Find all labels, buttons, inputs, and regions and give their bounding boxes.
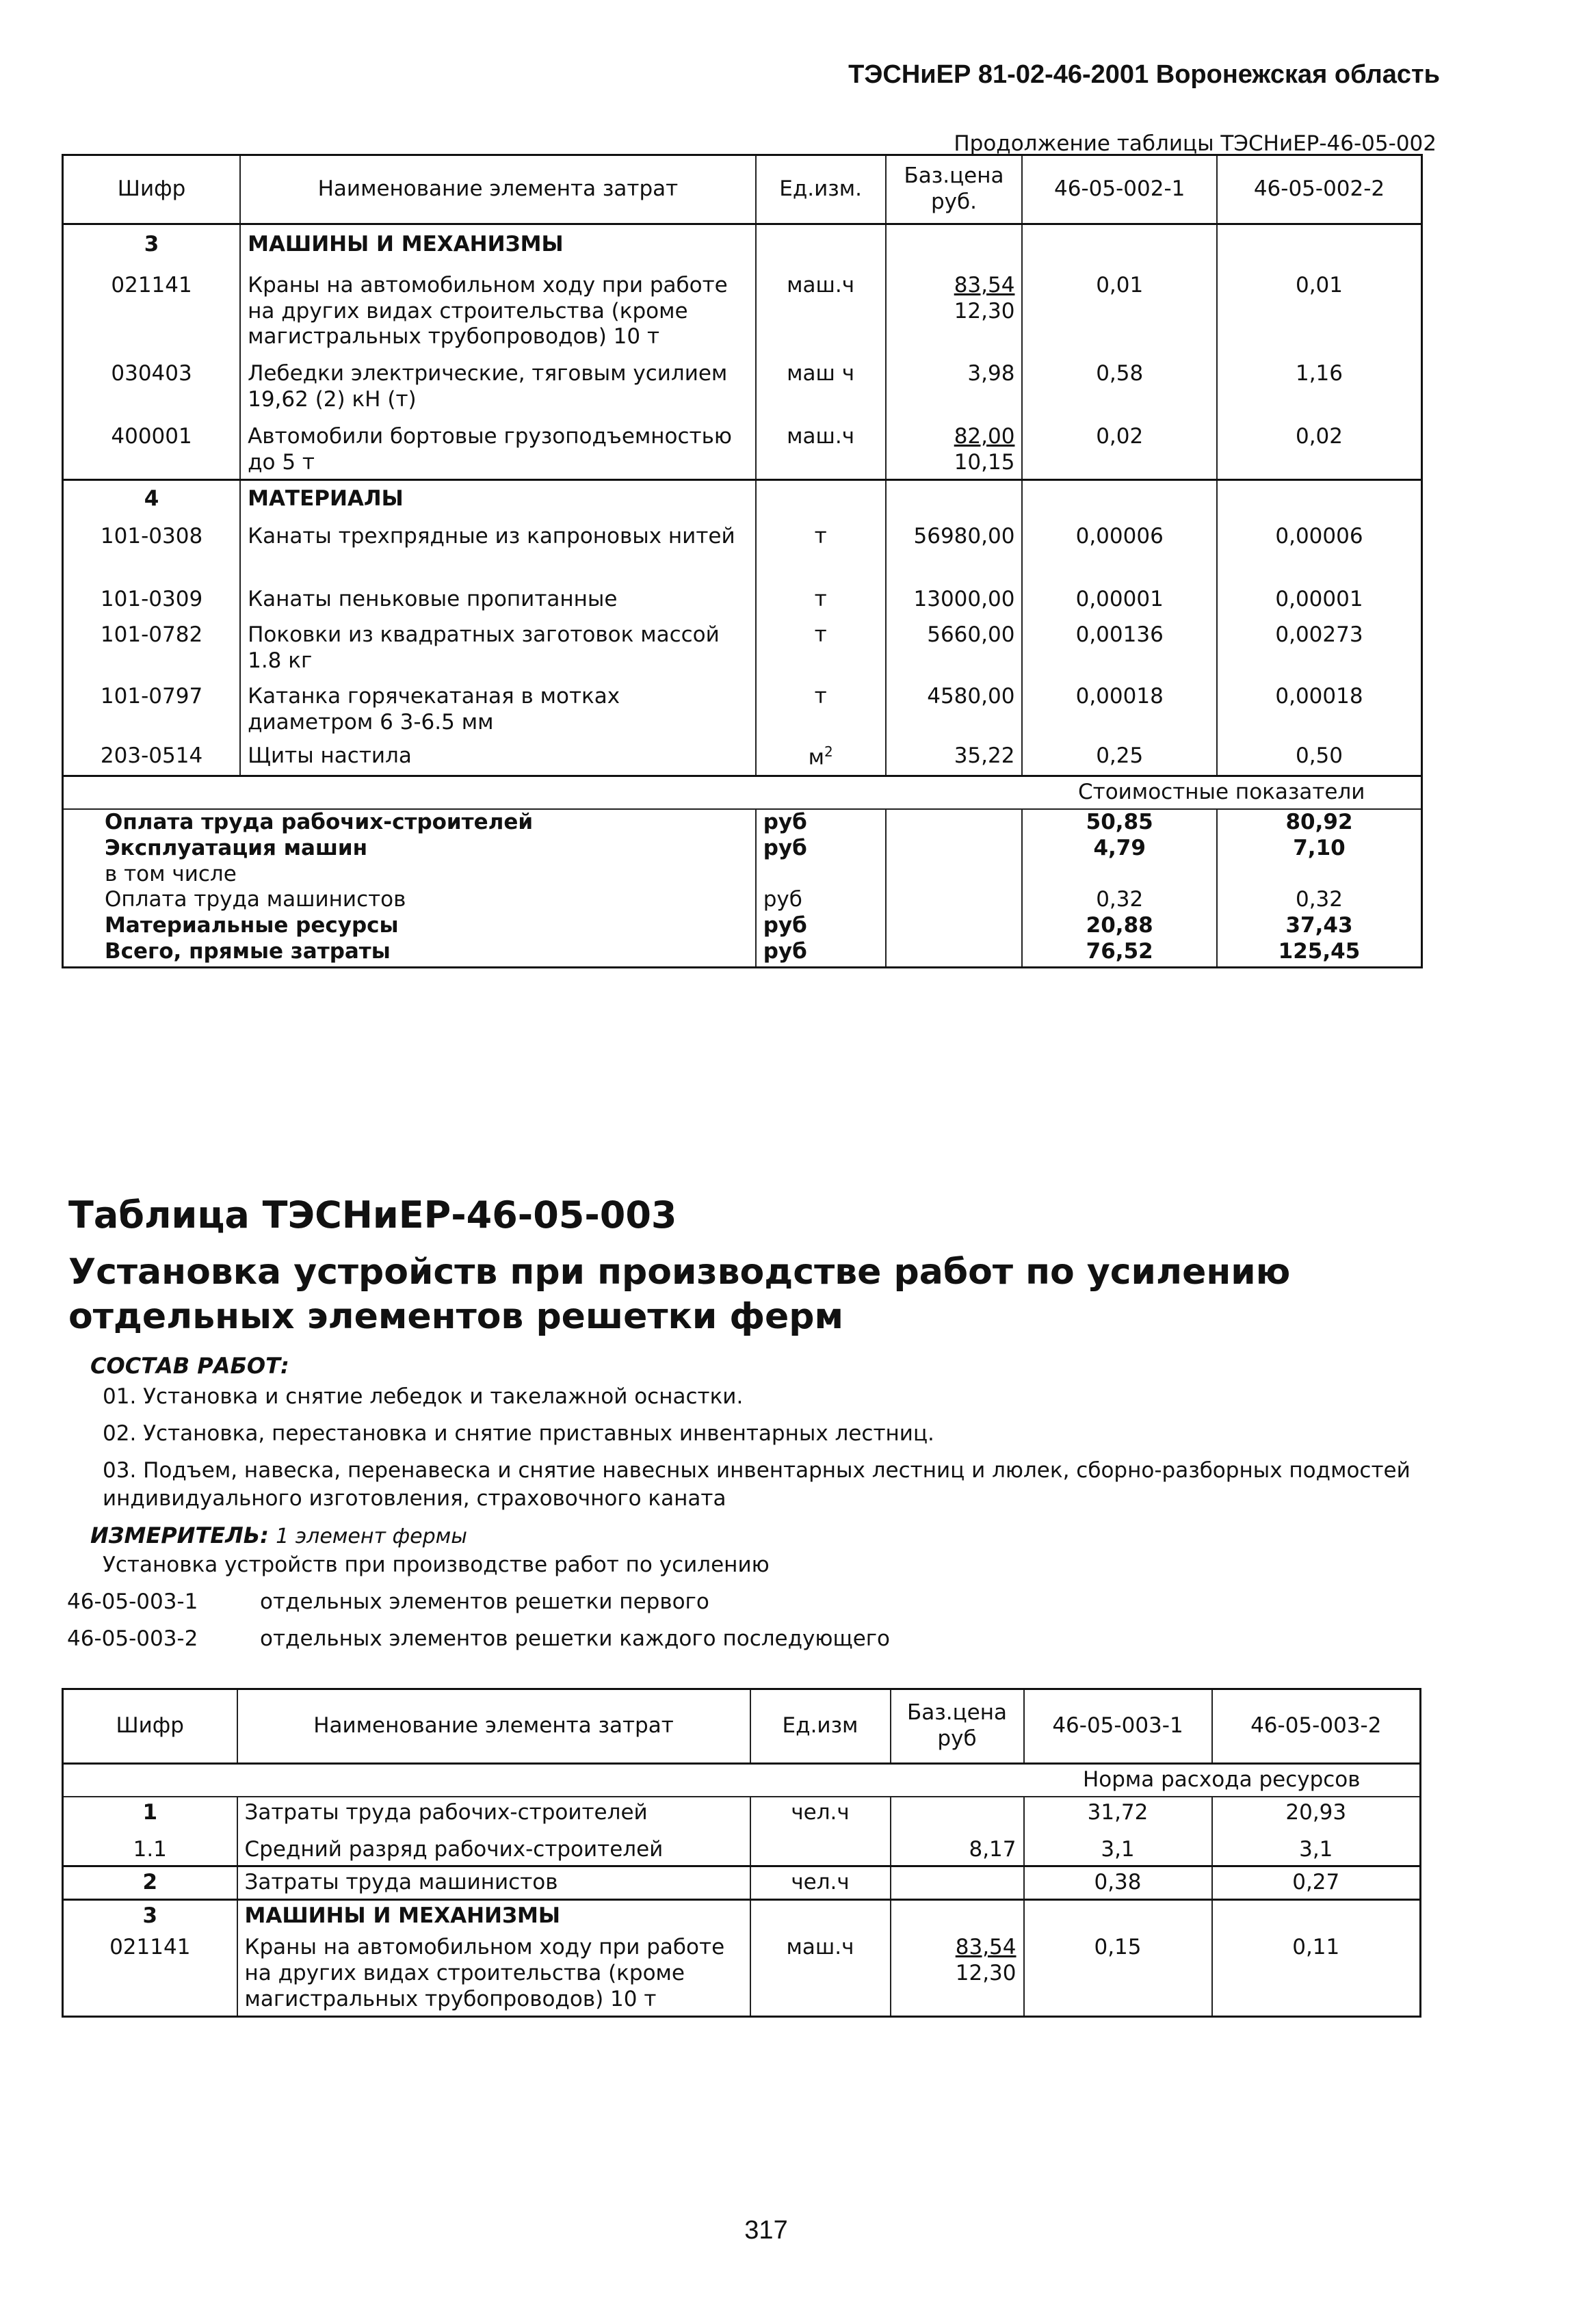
table-row xyxy=(63,514,1422,584)
item-code: 46-05-003-1 xyxy=(67,1589,198,1614)
table-row xyxy=(63,353,1422,416)
measure-line xyxy=(90,1522,467,1548)
row-unit: маш ч xyxy=(756,353,886,416)
row-code: 101-0309 xyxy=(100,587,203,612)
measure-value: 1 элемент фермы xyxy=(276,1524,467,1548)
cost-value-1: 50,85 xyxy=(1022,809,1217,836)
row-name: Поковки из квадратных заготовок массой 1.8 кг xyxy=(240,616,756,677)
section-row-machines xyxy=(63,224,1422,261)
row-price xyxy=(886,261,1023,353)
section-row-machines xyxy=(63,1900,1421,1932)
price-secondary: 12,30 xyxy=(955,1960,1017,1985)
work-composition-label: СОСТАВ РАБОТ: xyxy=(90,1353,289,1379)
cost-value-2: 80,92 xyxy=(1217,809,1422,836)
row-code: 101-0308 xyxy=(100,524,203,549)
row-norm-1: 0,01 xyxy=(1022,261,1217,353)
row-code: 030403 xyxy=(111,361,192,386)
row-unit: т xyxy=(756,616,886,677)
row-unit: маш.ч xyxy=(756,416,886,479)
cost-value-1: 76,52 xyxy=(1022,939,1217,967)
row-norm-1: 0,38 xyxy=(1024,1866,1212,1900)
price-primary: 82,00 xyxy=(954,423,1015,449)
col-header-unit: Ед.изм xyxy=(750,1689,891,1764)
row-unit: т xyxy=(756,514,886,584)
row-unit xyxy=(750,1829,891,1866)
row-name: Средний разряд рабочих-строителей xyxy=(237,1829,750,1866)
cost-row xyxy=(63,939,1422,967)
work-item: 02. Установка, перестановка и снятие приставных инвентарных лестниц. xyxy=(103,1421,934,1446)
cost-header: Стоимостные показатели xyxy=(1022,776,1421,809)
norm-header-row xyxy=(63,1764,1421,1797)
section-title: МАШИНЫ И МЕХАНИЗМЫ xyxy=(237,1900,750,1932)
row-code: 2 xyxy=(63,1866,237,1900)
cost-unit: руб xyxy=(756,887,886,913)
section-title: МАТЕРИАЛЫ xyxy=(240,479,756,514)
cost-value-2: 0,32 xyxy=(1217,887,1422,913)
row-norm-2: 0,00001 xyxy=(1217,584,1422,616)
col-header-norm-1: 46-05-002-1 xyxy=(1022,155,1217,224)
row-unit: чел.ч xyxy=(750,1797,891,1829)
col-header-price: Баз.цена руб xyxy=(891,1689,1024,1764)
row-name: Канаты трехпрядные из капроновых нитей xyxy=(240,514,756,584)
table-row xyxy=(63,677,1422,739)
norm-header: Норма расхода ресурсов xyxy=(1024,1764,1421,1797)
row-norm-1: 0,00136 xyxy=(1022,616,1217,677)
row-code: 1 xyxy=(142,1799,158,1825)
col-header-norm-1: 46-05-003-1 xyxy=(1024,1689,1212,1764)
row-name: Краны на автомобильном ходу при работе на других видах строительства (кроме магистральных трубопроводов) 10 т xyxy=(240,261,756,353)
col-header-code: Шифр xyxy=(63,155,241,224)
col-header-name: Наименование элемента затрат xyxy=(237,1689,750,1764)
section-number: 3 xyxy=(144,232,159,256)
row-code: 021141 xyxy=(111,272,192,298)
row-price: 35,22 xyxy=(886,738,1023,776)
installation-intro: Установка устройств при производстве работ по усилению xyxy=(103,1553,770,1577)
cost-row xyxy=(63,836,1422,862)
row-norm-2: 0,11 xyxy=(1212,1932,1421,2016)
unit-superscript: 2 xyxy=(824,743,833,761)
table-row xyxy=(63,1829,1421,1866)
row-norm-2: 20,93 xyxy=(1212,1797,1421,1829)
measure-label: ИЗМЕРИТЕЛЬ: xyxy=(90,1522,269,1548)
item-description: отдельных элементов решетки каждого последующего xyxy=(260,1626,891,1651)
row-price xyxy=(891,1932,1024,2016)
row-unit: маш.ч xyxy=(750,1932,891,2016)
row-norm-1: 0,00018 xyxy=(1022,677,1217,739)
table-row xyxy=(63,738,1422,776)
row-price: 8,17 xyxy=(891,1829,1024,1866)
row-norm-1: 0,25 xyxy=(1022,738,1217,776)
col-header-code: Шифр xyxy=(63,1689,237,1764)
row-price: 13000,00 xyxy=(886,584,1023,616)
resource-table-46-05-003 xyxy=(62,1688,1421,2018)
row-norm-1: 0,58 xyxy=(1022,353,1217,416)
row-name: Краны на автомобильном ходу при работе на других видах строительства (кроме магистральных трубопроводов) 10 т xyxy=(237,1932,750,2016)
section-number: 4 xyxy=(63,479,241,514)
row-name: Затраты труда машинистов xyxy=(237,1866,750,1900)
row-name: Затраты труда рабочих-строителей xyxy=(237,1797,750,1829)
row-code: 021141 xyxy=(109,1935,191,1960)
item-description: отдельных элементов решетки первого xyxy=(260,1589,709,1614)
row-norm-1: 0,15 xyxy=(1024,1932,1212,2016)
row-unit xyxy=(756,738,886,776)
cost-header-row xyxy=(63,776,1422,809)
row-price xyxy=(886,416,1023,479)
cost-value-2: 7,10 xyxy=(1217,836,1422,862)
cost-label: Оплата труда рабочих-строителей xyxy=(105,810,534,834)
table-row xyxy=(63,1866,1421,1900)
table-header-row xyxy=(63,155,1422,224)
price-primary: 83,54 xyxy=(955,1935,1017,1960)
row-name: Канаты пеньковые пропитанные xyxy=(240,584,756,616)
row-norm-2: 0,27 xyxy=(1212,1866,1421,1900)
table-continuation-note: Продолжение таблицы ТЭСНиЕР-46-05-002 xyxy=(954,131,1437,156)
row-unit: т xyxy=(756,677,886,739)
cost-unit: руб xyxy=(756,913,886,939)
row-norm-2: 0,00273 xyxy=(1217,616,1422,677)
row-price xyxy=(891,1866,1024,1900)
table-row xyxy=(63,1932,1421,2016)
row-name: Автомобили бортовые грузоподъемностью до 5 т xyxy=(240,416,756,479)
cost-row xyxy=(63,809,1422,836)
price-primary: 83,54 xyxy=(954,272,1015,298)
cost-row xyxy=(63,887,1422,913)
row-code: 203-0514 xyxy=(100,743,203,769)
row-unit: чел.ч xyxy=(750,1866,891,1900)
table-title: Таблица ТЭСНиЕР-46-05-003 xyxy=(68,1193,677,1237)
cost-value-1: 20,88 xyxy=(1022,913,1217,939)
cost-value-1: 0,32 xyxy=(1022,887,1217,913)
work-item: 01. Установка и снятие лебедок и такелажной оснастки. xyxy=(103,1384,744,1409)
row-norm-2: 0,01 xyxy=(1217,261,1422,353)
row-norm-2: 0,00018 xyxy=(1217,677,1422,739)
price-secondary: 12,30 xyxy=(954,298,1015,323)
row-price: 56980,00 xyxy=(886,514,1023,584)
row-price: 5660,00 xyxy=(886,616,1023,677)
section-row-materials xyxy=(63,479,1422,514)
row-norm-1: 3,1 xyxy=(1024,1829,1212,1866)
row-norm-1: 31,72 xyxy=(1024,1797,1212,1829)
cost-label: Материальные ресурсы xyxy=(105,913,399,938)
cost-unit: руб xyxy=(756,939,886,967)
resource-table-46-05-002 xyxy=(62,154,1423,968)
cost-label: Эксплуатация машин xyxy=(105,835,368,860)
page-number: 317 xyxy=(744,2216,788,2245)
table-row xyxy=(63,1797,1421,1829)
row-norm-1: 0,00001 xyxy=(1022,584,1217,616)
col-header-price: Баз.цена руб. xyxy=(886,155,1023,224)
row-norm-2: 0,02 xyxy=(1217,416,1422,479)
row-norm-1: 0,02 xyxy=(1022,416,1217,479)
row-name: Щиты настила xyxy=(240,738,756,776)
item-code: 46-05-003-2 xyxy=(67,1626,198,1651)
col-header-norm-2: 46-05-003-2 xyxy=(1212,1689,1421,1764)
cost-value-2: 125,45 xyxy=(1217,939,1422,967)
cost-unit: руб xyxy=(756,809,886,836)
table-row xyxy=(63,584,1422,616)
row-unit: маш.ч xyxy=(756,261,886,353)
cost-label: Оплата труда машинистов xyxy=(105,887,406,912)
table-row xyxy=(63,616,1422,677)
row-code: 400001 xyxy=(111,423,192,449)
cost-row xyxy=(63,913,1422,939)
col-header-unit: Ед.изм. xyxy=(756,155,886,224)
row-price: 4580,00 xyxy=(886,677,1023,739)
work-item: 03. Подъем, навеска, перенавеска и снятие навесных инвентарных лестниц и люлек, сборно-разборных подмостей индивидуального изготовления, страховочного каната xyxy=(103,1458,1411,1511)
table-header-row xyxy=(63,1689,1421,1764)
section-number: 3 xyxy=(63,1900,237,1932)
row-name: Лебедки электрические, тяговым усилием 19,62 (2) кН (т) xyxy=(240,353,756,416)
cost-value-1: 4,79 xyxy=(1022,836,1217,862)
row-price xyxy=(891,1797,1024,1829)
row-norm-2: 1,16 xyxy=(1217,353,1422,416)
row-name: Катанка горячекатаная в мотках диаметром 6 3-6.5 мм xyxy=(240,677,756,739)
table-row xyxy=(63,416,1422,479)
row-code: 1.1 xyxy=(133,1836,167,1862)
cost-unit: руб xyxy=(756,836,886,862)
col-header-name: Наименование элемента затрат xyxy=(240,155,756,224)
row-norm-1: 0,00006 xyxy=(1022,514,1217,584)
col-header-norm-2: 46-05-002-2 xyxy=(1217,155,1422,224)
row-unit: т xyxy=(756,584,886,616)
row-norm-2: 3,1 xyxy=(1212,1829,1421,1866)
table-row xyxy=(63,261,1422,353)
cost-value-2: 37,43 xyxy=(1217,913,1422,939)
section-title: Установка устройств при производстве работ по усилению отдельных элементов решетки ферм xyxy=(68,1252,1291,1337)
unit-text: м xyxy=(808,745,824,770)
row-code: 101-0782 xyxy=(100,622,203,648)
price-secondary: 10,15 xyxy=(954,449,1015,475)
cost-row xyxy=(63,862,1422,888)
row-code: 101-0797 xyxy=(100,683,203,709)
cost-label: Всего, прямые затраты xyxy=(105,939,391,964)
cost-label: в том числе xyxy=(105,861,237,886)
row-norm-2: 0,50 xyxy=(1217,738,1422,776)
row-price: 3,98 xyxy=(886,353,1023,416)
section-title: МАШИНЫ И МЕХАНИЗМЫ xyxy=(240,224,756,261)
row-norm-2: 0,00006 xyxy=(1217,514,1422,584)
running-header: ТЭСНиЕР 81-02-46-2001 Воронежская область xyxy=(848,60,1440,89)
